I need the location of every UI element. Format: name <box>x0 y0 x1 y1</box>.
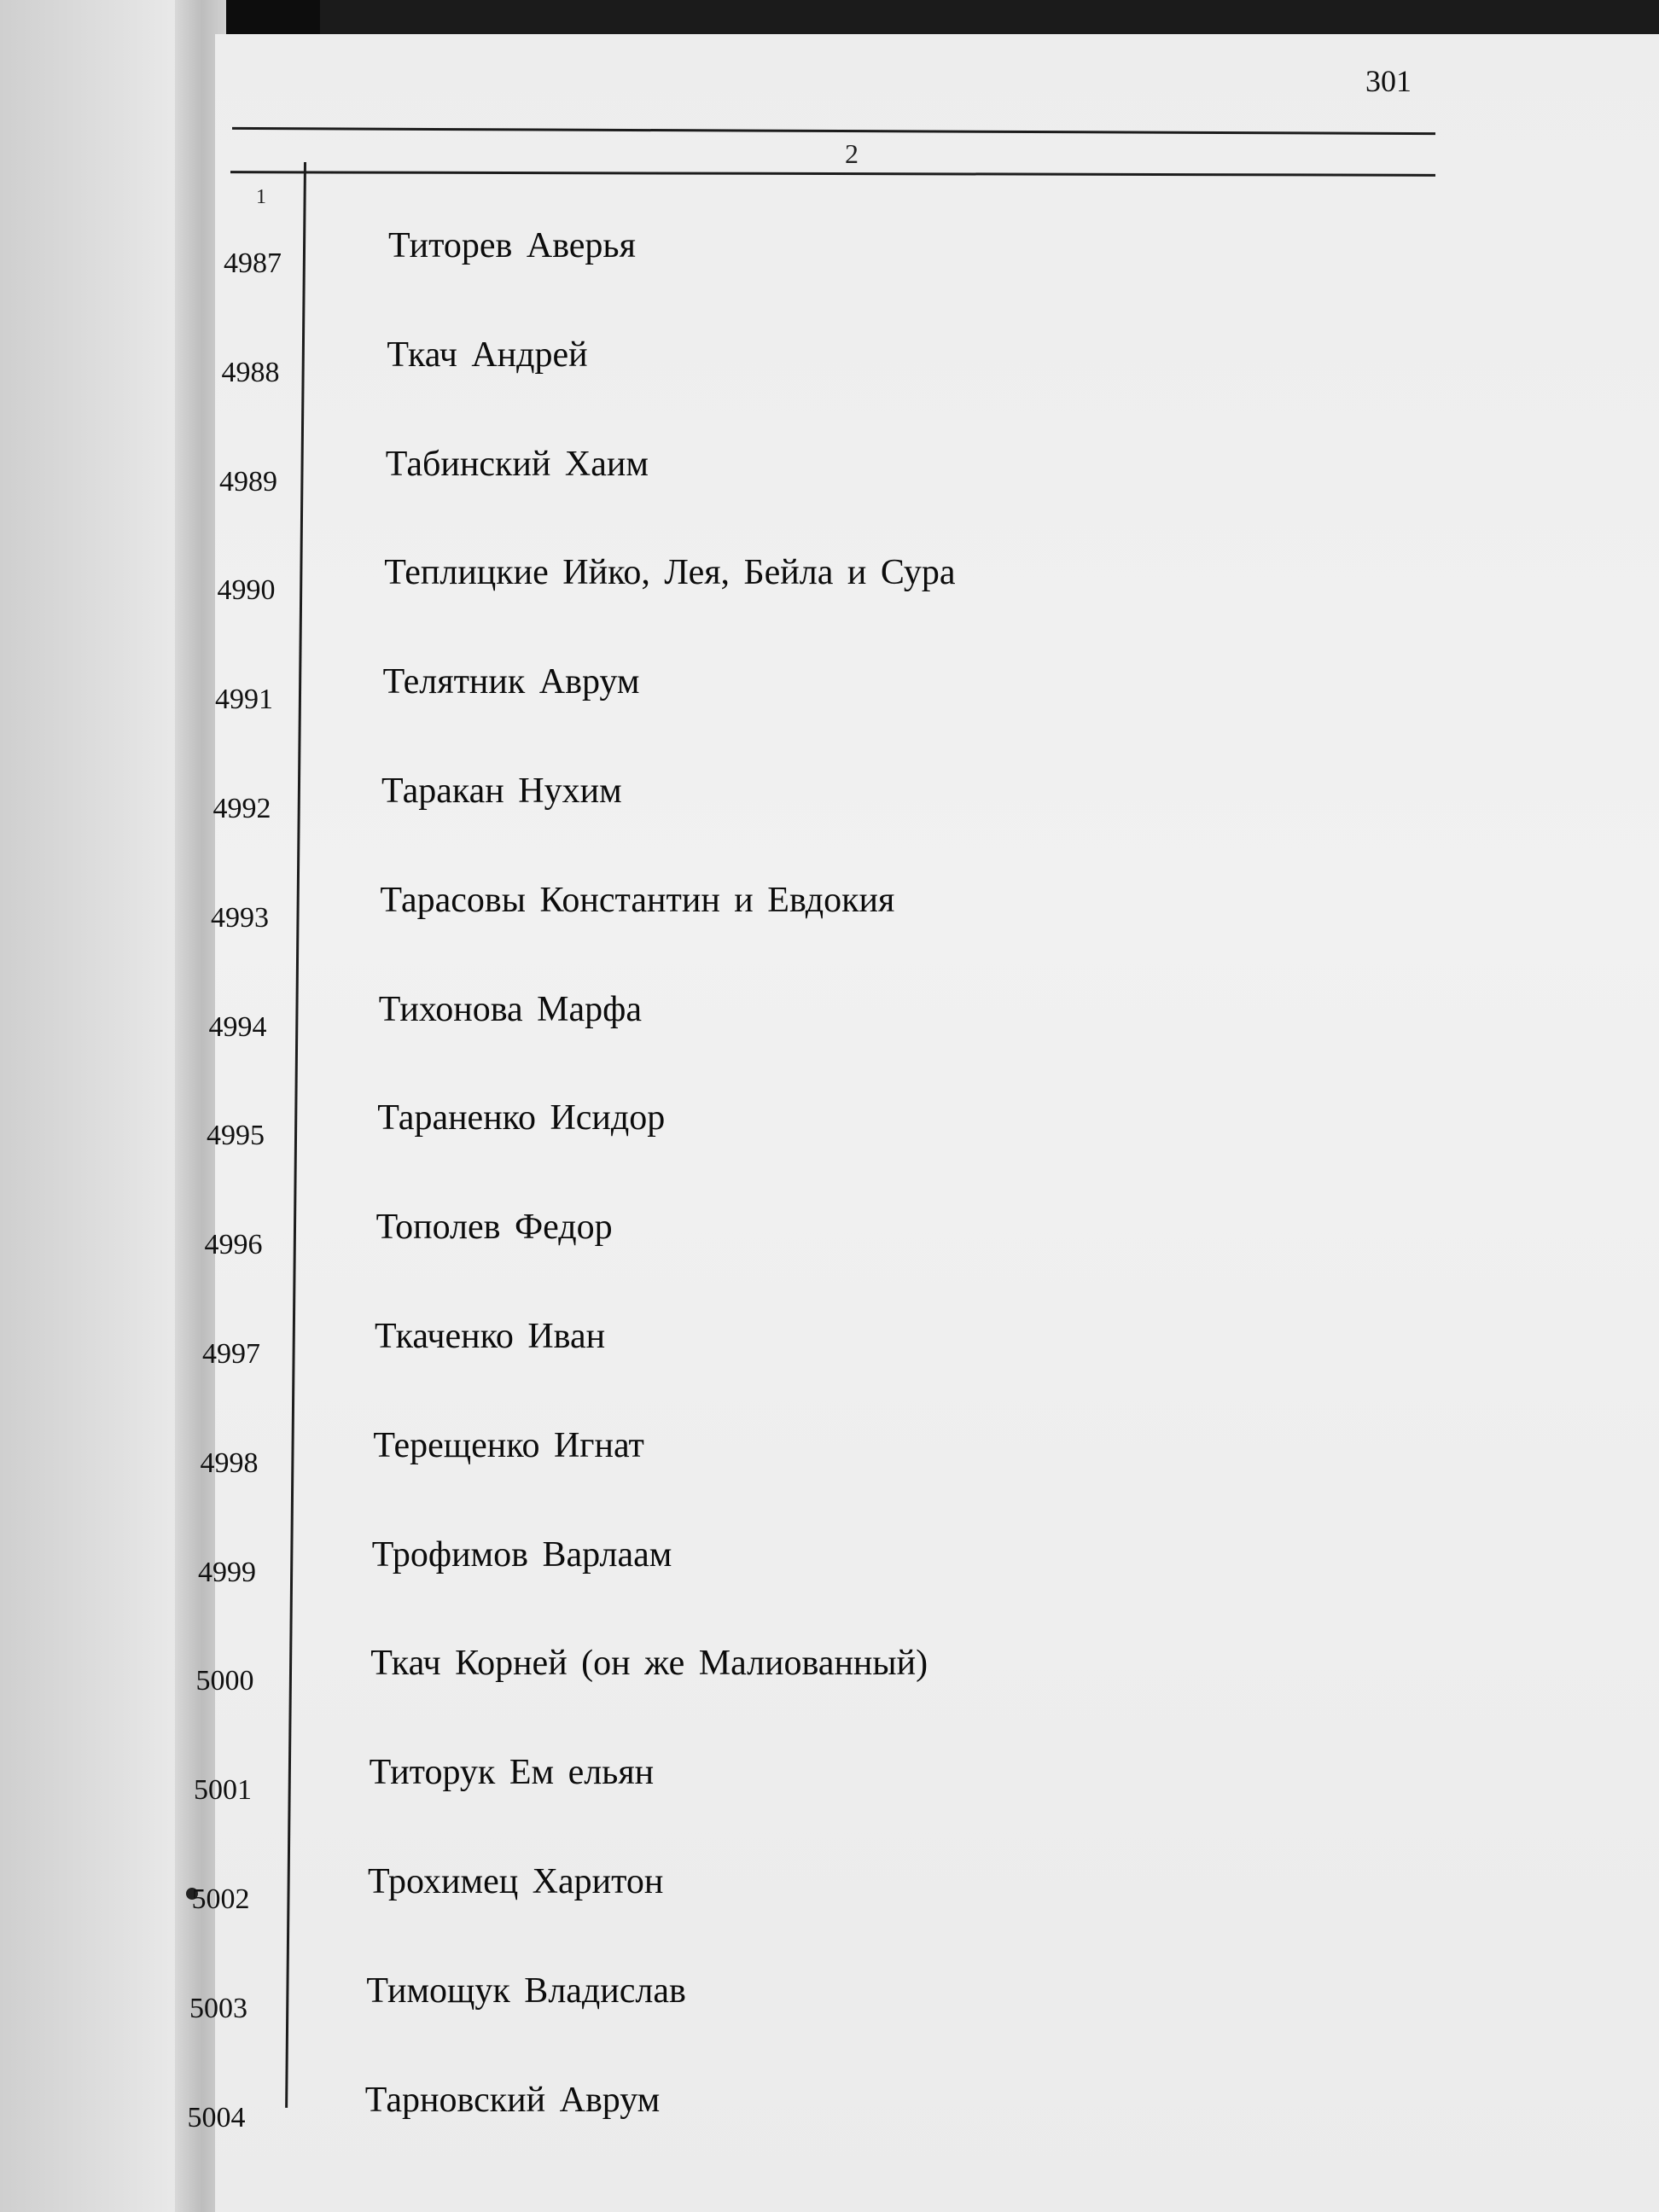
table-row <box>0 442 1621 498</box>
person-name: Титорев Аверья <box>388 226 636 265</box>
record-number: 4990 <box>217 574 276 607</box>
person-name: Тимощук Владислав <box>366 1970 686 2011</box>
record-number: 4999 <box>198 1556 256 1588</box>
person-name: Титорук Ем ельян <box>369 1753 655 1793</box>
table-row <box>0 1205 1621 1261</box>
person-name: Табинский Хаим <box>385 444 649 484</box>
person-name: Теплицкие Ийко, Лея, Бейла и Сура <box>384 553 956 593</box>
person-name: Ткач Корней (он же Малиованный) <box>370 1644 928 1684</box>
table-row <box>0 1750 1621 1807</box>
table-row <box>0 333 1621 388</box>
table-row <box>0 550 1621 607</box>
record-number: 5004 <box>187 2101 246 2133</box>
page-number: 301 <box>1365 64 1412 98</box>
record-number: 4989 <box>219 465 277 498</box>
record-number: 4987 <box>224 247 282 279</box>
record-number: 4995 <box>207 1120 265 1152</box>
record-number: 4994 <box>208 1010 267 1043</box>
person-name: Тополев Федор <box>375 1208 613 1248</box>
table-row <box>0 878 1621 934</box>
person-name: Телятник Аврум <box>382 662 640 702</box>
person-name: Тарновский Аврум <box>364 2080 661 2120</box>
table-row <box>0 1969 1621 2024</box>
background-shadow <box>226 0 320 34</box>
person-name: Таракан Нухим <box>381 771 622 811</box>
table-row <box>0 660 1621 716</box>
table-row <box>0 1096 1621 1152</box>
person-name: Ткаченко Иван <box>375 1317 606 1356</box>
column-header-1: 1 <box>256 186 266 208</box>
record-number: 4991 <box>215 684 273 716</box>
table-row <box>0 769 1621 824</box>
person-name: Тараненко Исидор <box>377 1098 666 1138</box>
person-name: Трохимец Харитон <box>368 1862 664 1901</box>
record-number: 4993 <box>211 901 269 934</box>
person-name: Тихонова Марфа <box>378 989 643 1029</box>
person-name: Трофимов Варлаам <box>371 1534 672 1575</box>
record-number: 4996 <box>204 1229 263 1261</box>
table-row <box>0 987 1621 1043</box>
record-number: 5000 <box>195 1665 254 1697</box>
table-row <box>0 1314 1621 1370</box>
table-row <box>0 1423 1621 1479</box>
person-name: Тарасовы Константин и Евдокия <box>380 880 895 920</box>
table-row <box>0 2078 1621 2133</box>
record-number: 5003 <box>189 1992 247 2024</box>
table-row <box>0 1860 1621 1915</box>
record-number: 4998 <box>200 1447 259 1479</box>
column-header-2: 2 <box>845 138 859 169</box>
record-number: 4988 <box>221 356 280 388</box>
table-row <box>0 1641 1621 1697</box>
record-number: 4992 <box>212 793 271 824</box>
table-row <box>0 1533 1621 1588</box>
person-name: Терещенко Игнат <box>373 1425 644 1465</box>
person-name: Ткач Андрей <box>387 335 588 375</box>
record-number: 5001 <box>194 1774 252 1807</box>
record-number: 4997 <box>202 1338 260 1370</box>
table-row <box>0 224 1621 279</box>
record-number: 5002 <box>191 1883 250 1915</box>
